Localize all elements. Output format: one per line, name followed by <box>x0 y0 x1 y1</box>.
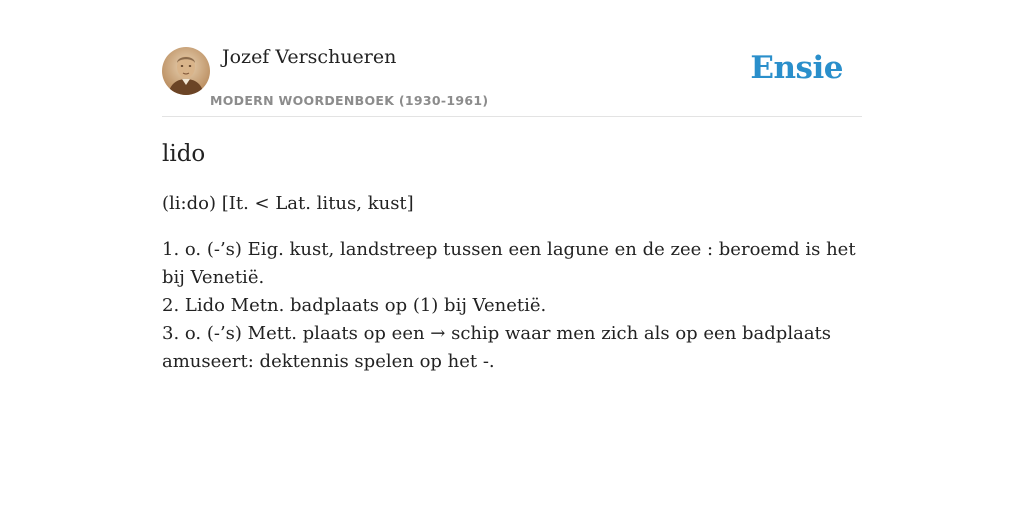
definition-item: 3. o. (-’s) Mett. plaats op een → schip waar men zich als op een badplaats amuseert: dektennis spelen op het -. <box>162 323 832 372</box>
entry-content <box>162 136 862 376</box>
author-name[interactable]: Jozef Verschueren <box>222 46 397 68</box>
author-portrait-image <box>162 47 210 95</box>
entry-definitions <box>162 236 862 376</box>
entry-headword: lido <box>162 141 206 167</box>
author-avatar[interactable] <box>162 47 210 95</box>
definition-item: 1. o. (-’s) Eig. kust, landstreep tussen een lagune en de zee : beroemd is het bij Venetië. <box>162 239 856 288</box>
entry-etymology: (li:do) [It. < Lat. litus, kust] <box>162 193 414 214</box>
source-dictionary[interactable]: MODERN WOORDENBOEK (1930-1961) <box>210 93 489 108</box>
ensie-logo[interactable]: Ensie <box>750 50 843 86</box>
definition-item: 2. Lido Metn. badplaats op (1) bij Venetië. <box>162 295 547 316</box>
header <box>162 44 862 117</box>
